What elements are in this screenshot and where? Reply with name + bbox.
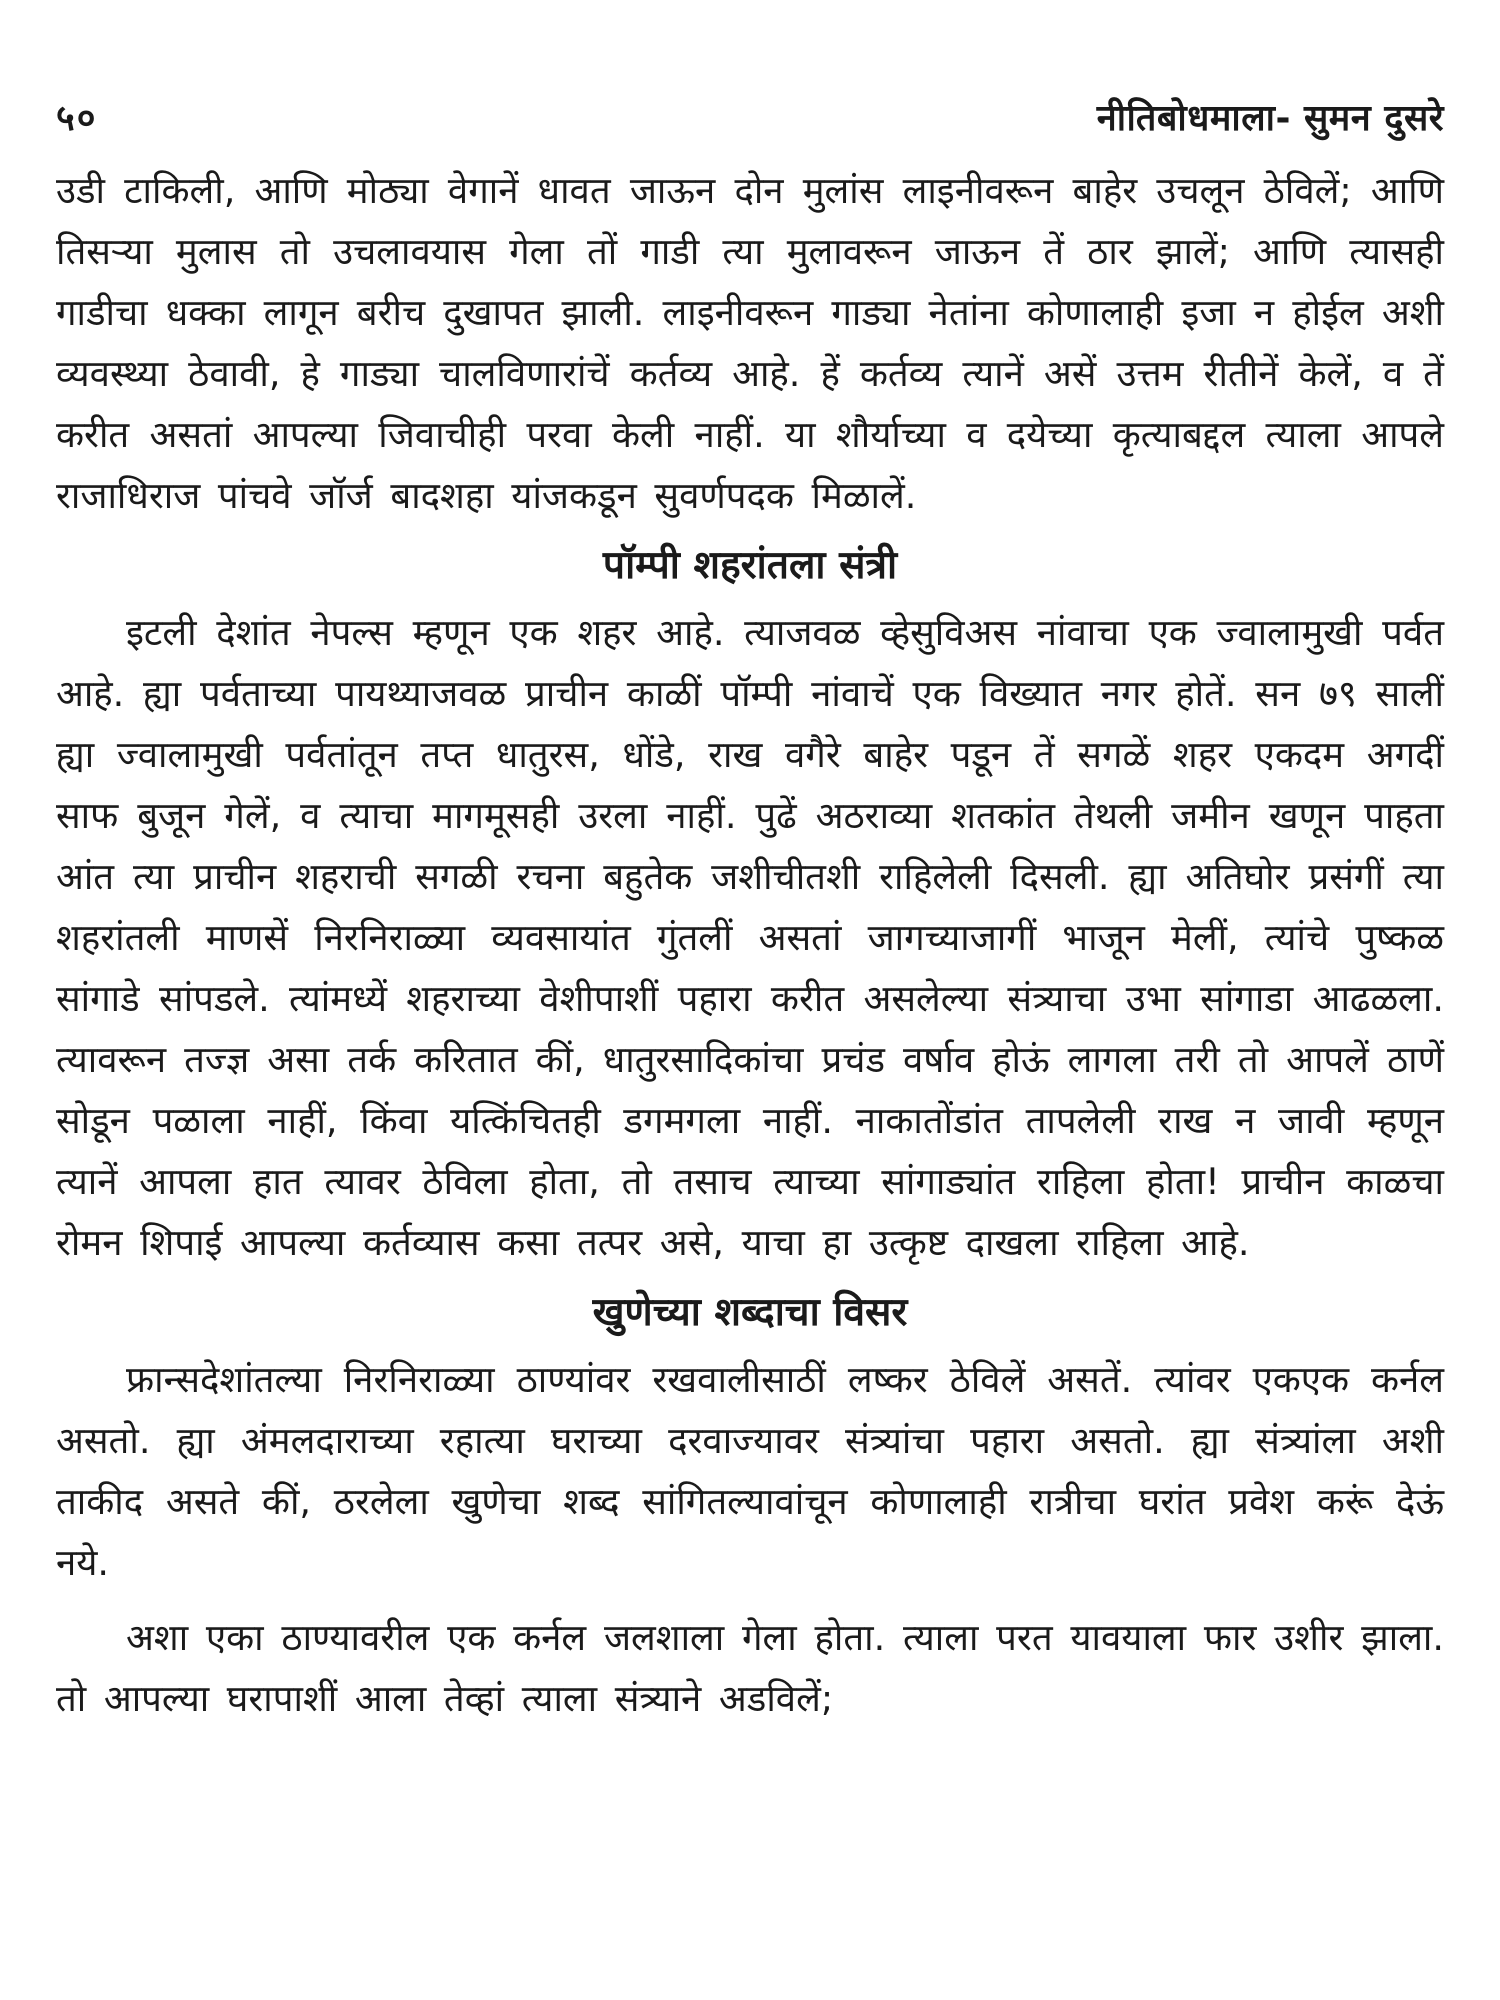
intro-paragraph: उडी टाकिली, आणि मोठ्या वेगानें धावत जाऊन दोन मुलांस लाइनीवरून बाहेर उचलून ठेविलें; आणि तिसऱ्या मुलास तो उचलावयास गेला तों गाडी त्या मुलावरून जाऊन तें ठार झालें; आणि त्यासही गाडीचा धक्का लागून बरीच दुखापत झाली. लाइनीवरून गाड्या नेतांना कोणालाही इजा न होईल अशी व्यवस्थ्या ठेवावी, हे गाड्या चालविणारांचें कर्तव्य आहे. हें कर्तव्य त्यानें असें उत्तम रीतीनें केलें, व तें करीत असतां आपल्या जिवाचीही परवा केली नाहीं. या शौर्याच्या व दयेच्या कृत्याबद्दल त्याला आपले राजाधिराज पांचवे जॉर्ज बादशहा यांजकडून सुवर्णपदक मिळालें. (56, 169, 1444, 517)
page-number: ५० (56, 98, 98, 139)
book-title: नीतिबोधमाला- सुमन दुसरे (1096, 98, 1444, 139)
section-heading-password: खुणेच्या शब्दाचा विसर (592, 1290, 908, 1335)
section-heading-pompeii: पॉम्पी शहरांतला संत्री (602, 543, 898, 588)
password-paragraph-2: अशा एका ठाण्यावरील एक कर्नल जलशाला गेला होता. त्याला परत यावयाला फार उशीर झाला. तो आपल्या घरापाशीं आला तेव्हां त्याला संत्र्याने अडविलें; (56, 1616, 1444, 1720)
pompeii-paragraph: इटली देशांत नेपल्स म्हणून एक शहर आहे. त्याजवळ व्हेसुविअस नांवाचा एक ज्वालामुखी पर्वत आहे. ह्या पर्वताच्या पायथ्याजवळ प्राचीन काळीं पॉम्पी नांवाचें एक विख्यात नगर होतें. सन ७९ सालीं ह्या ज्वालामुखी पर्वतांतून तप्त धातुरस, धोंडे, राख वगैरे बाहेर पडून तें सगळें शहर एकदम अगदीं साफ बुजून गेलें, व त्याचा मागमूसही उरला नाहीं. पुढें अठराव्या शतकांत तेथली जमीन खणून पाहता आंत त्या प्राचीन शहराची सगळी रचना बहुतेक जशीचीतशी राहिलेली दिसली. ह्या अतिघोर प्रसंगीं त्या शहरांतली माणसें निरनिराळ्या व्यवसायांत गुंतलीं असतां जागच्याजागीं भाजून मेलीं, त्यांचे पुष्कळ सांगाडे सांपडले. त्यांमध्यें शहराच्या वेशीपाशीं पहारा करीत असलेल्या संत्र्याचा उभा सांगाडा आढळला. त्यावरून तज्ज्ञ असा तर्क करितात कीं, धातुरसादिकांचा प्रचंड वर्षाव होऊं लागला तरी तो आपलें ठाणें सोडून पळाला नाहीं, किंवा यत्किंचितही डगमगला नाहीं. नाकातोंडांत तापलेली राख न जावी म्हणून त्यानें आपला हात त्यावर ठेविला होता, तो तसाच त्याच्या सांगाड्यांत राहिला होता! प्राचीन काळचा रोमन शिपाई आपल्या कर्तव्यास कसा तत्पर असे, याचा हा उत्कृष्ट दाखला राहिला आहे. (56, 611, 1444, 1264)
paragraph-gap (56, 1593, 1444, 1607)
password-paragraph-1: फ्रान्सदेशांतल्या निरनिराळ्या ठाण्यांवर रखवालीसाठीं लष्कर ठेविलें असतें. त्यांवर एकएक कर्नल असतो. ह्या अंमलदाराच्या रहात्या घराच्या दरवाज्यावर संत्र्यांचा पहारा असतो. ह्या संत्र्यांला अशी ताकीद असते कीं, ठरलेला खुणेचा शब्द सांगितल्यावांचून कोणालाही रात्रीचा घरांत प्रवेश करूं देऊं नये. (56, 1358, 1444, 1584)
running-header (56, 92, 1444, 152)
